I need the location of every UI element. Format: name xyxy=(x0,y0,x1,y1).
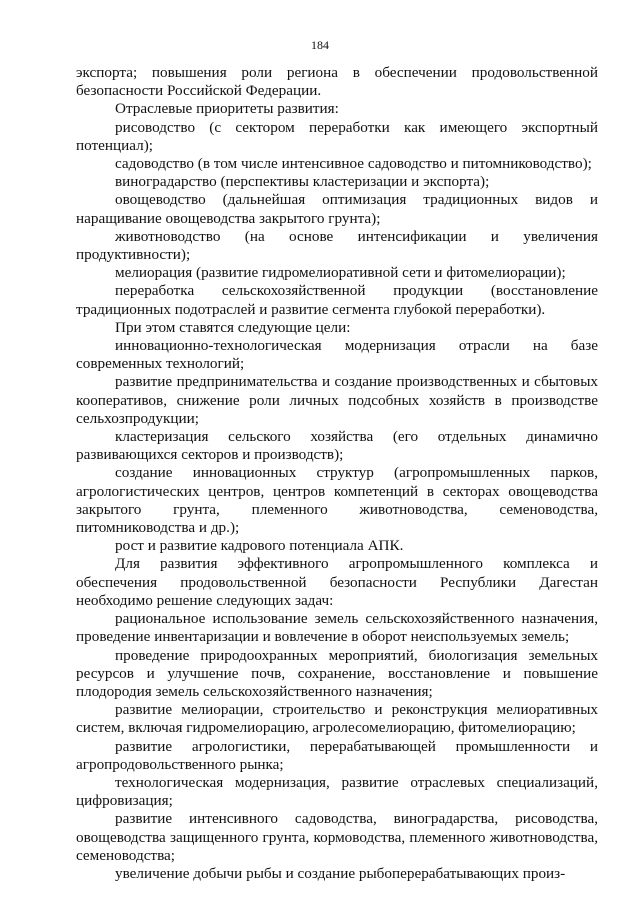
paragraph: экспорта; повышения роли региона в обеспечении продовольственной безопасности Российской Федерации. xyxy=(76,64,598,100)
list-item: рост и развитие кадрового потенциала АПК. xyxy=(115,537,404,555)
list-item: создание инновационных структур (агропромышленных парков, агрологистических центров, центров компетенций в секторах овощеводства закрытого грунта, племенного животноводства, семеноводства, питомниководства и др.); xyxy=(76,464,598,537)
section-heading-tasks: Для развития эффективного агропромышленного комплекса и обеспечения продовольственной безопасности Республики Дагестан необходимо решение следующих задач: xyxy=(76,555,598,609)
list-item: кластеризация сельского хозяйства (его отдельных динамично развивающихся секторов и производств); xyxy=(76,428,598,464)
document-body xyxy=(76,64,598,883)
list-item: животноводство (на основе интенсификации и увеличения продуктивности); xyxy=(76,227,598,264)
list-item: развитие мелиорации, строительство и реконструкция мелиоративных систем, включая гидромелиорацию, агролесомелиорацию, фитомелиорацию; xyxy=(76,701,598,737)
list-item: проведение природоохранных мероприятий, биологизация земельных ресурсов и улучшение почв, сохранение, восстановление и повышение плодородия земель сельскохозяйственного назначения; xyxy=(76,646,598,700)
list-item: рисоводство (с сектором переработки как имеющего экспортный потенциал); xyxy=(76,118,598,154)
list-item: рациональное использование земель сельскохозяйственного назначения, проведение инвентаризации и вовлечение в оборот неиспользуемых земель; xyxy=(76,610,598,646)
list-item: мелиорация (развитие гидромелиоративной сети и фитомелиорации); xyxy=(115,264,566,282)
list-item: инновационно-технологическая модернизация отрасли на базе современных технологий; xyxy=(76,337,598,373)
page-number: 184 xyxy=(311,38,329,52)
section-heading-priorities: Отраслевые приоритеты развития: xyxy=(115,100,339,118)
list-item: развитие агрологистики, перерабатывающей промышленности и агропродовольственного рынка; xyxy=(76,737,598,773)
section-heading-goals: При этом ставятся следующие цели: xyxy=(115,318,351,336)
list-item: развитие интенсивного садоводства, виноградарства, рисоводства, овощеводства защищенного грунта, кормоводства, племенного животноводства, семеноводства; xyxy=(76,810,598,864)
list-item: овощеводство (дальнейшая оптимизация традиционных видов и наращивание овощеводства закрытого грунта); xyxy=(76,191,598,227)
list-item: развитие предпринимательства и создание производственных и сбытовых кооперативов, снижение роли личных подсобных хозяйств в производстве сельхозпродукции; xyxy=(76,373,598,427)
list-item: увеличение добычи рыбы и создание рыбоперерабатывающих произ- xyxy=(115,864,566,882)
list-item: виноградарство (перспективы кластеризации и экспорта); xyxy=(115,173,490,191)
list-item: садоводство (в том числе интенсивное садоводство и питомниководство); xyxy=(115,155,592,173)
list-item: переработка сельскохозяйственной продукции (восстановление традиционных подотраслей и развитие сегмента глубокой переработки). xyxy=(76,282,598,318)
list-item: технологическая модернизация, развитие отраслевых специализаций, цифровизация; xyxy=(76,773,598,810)
